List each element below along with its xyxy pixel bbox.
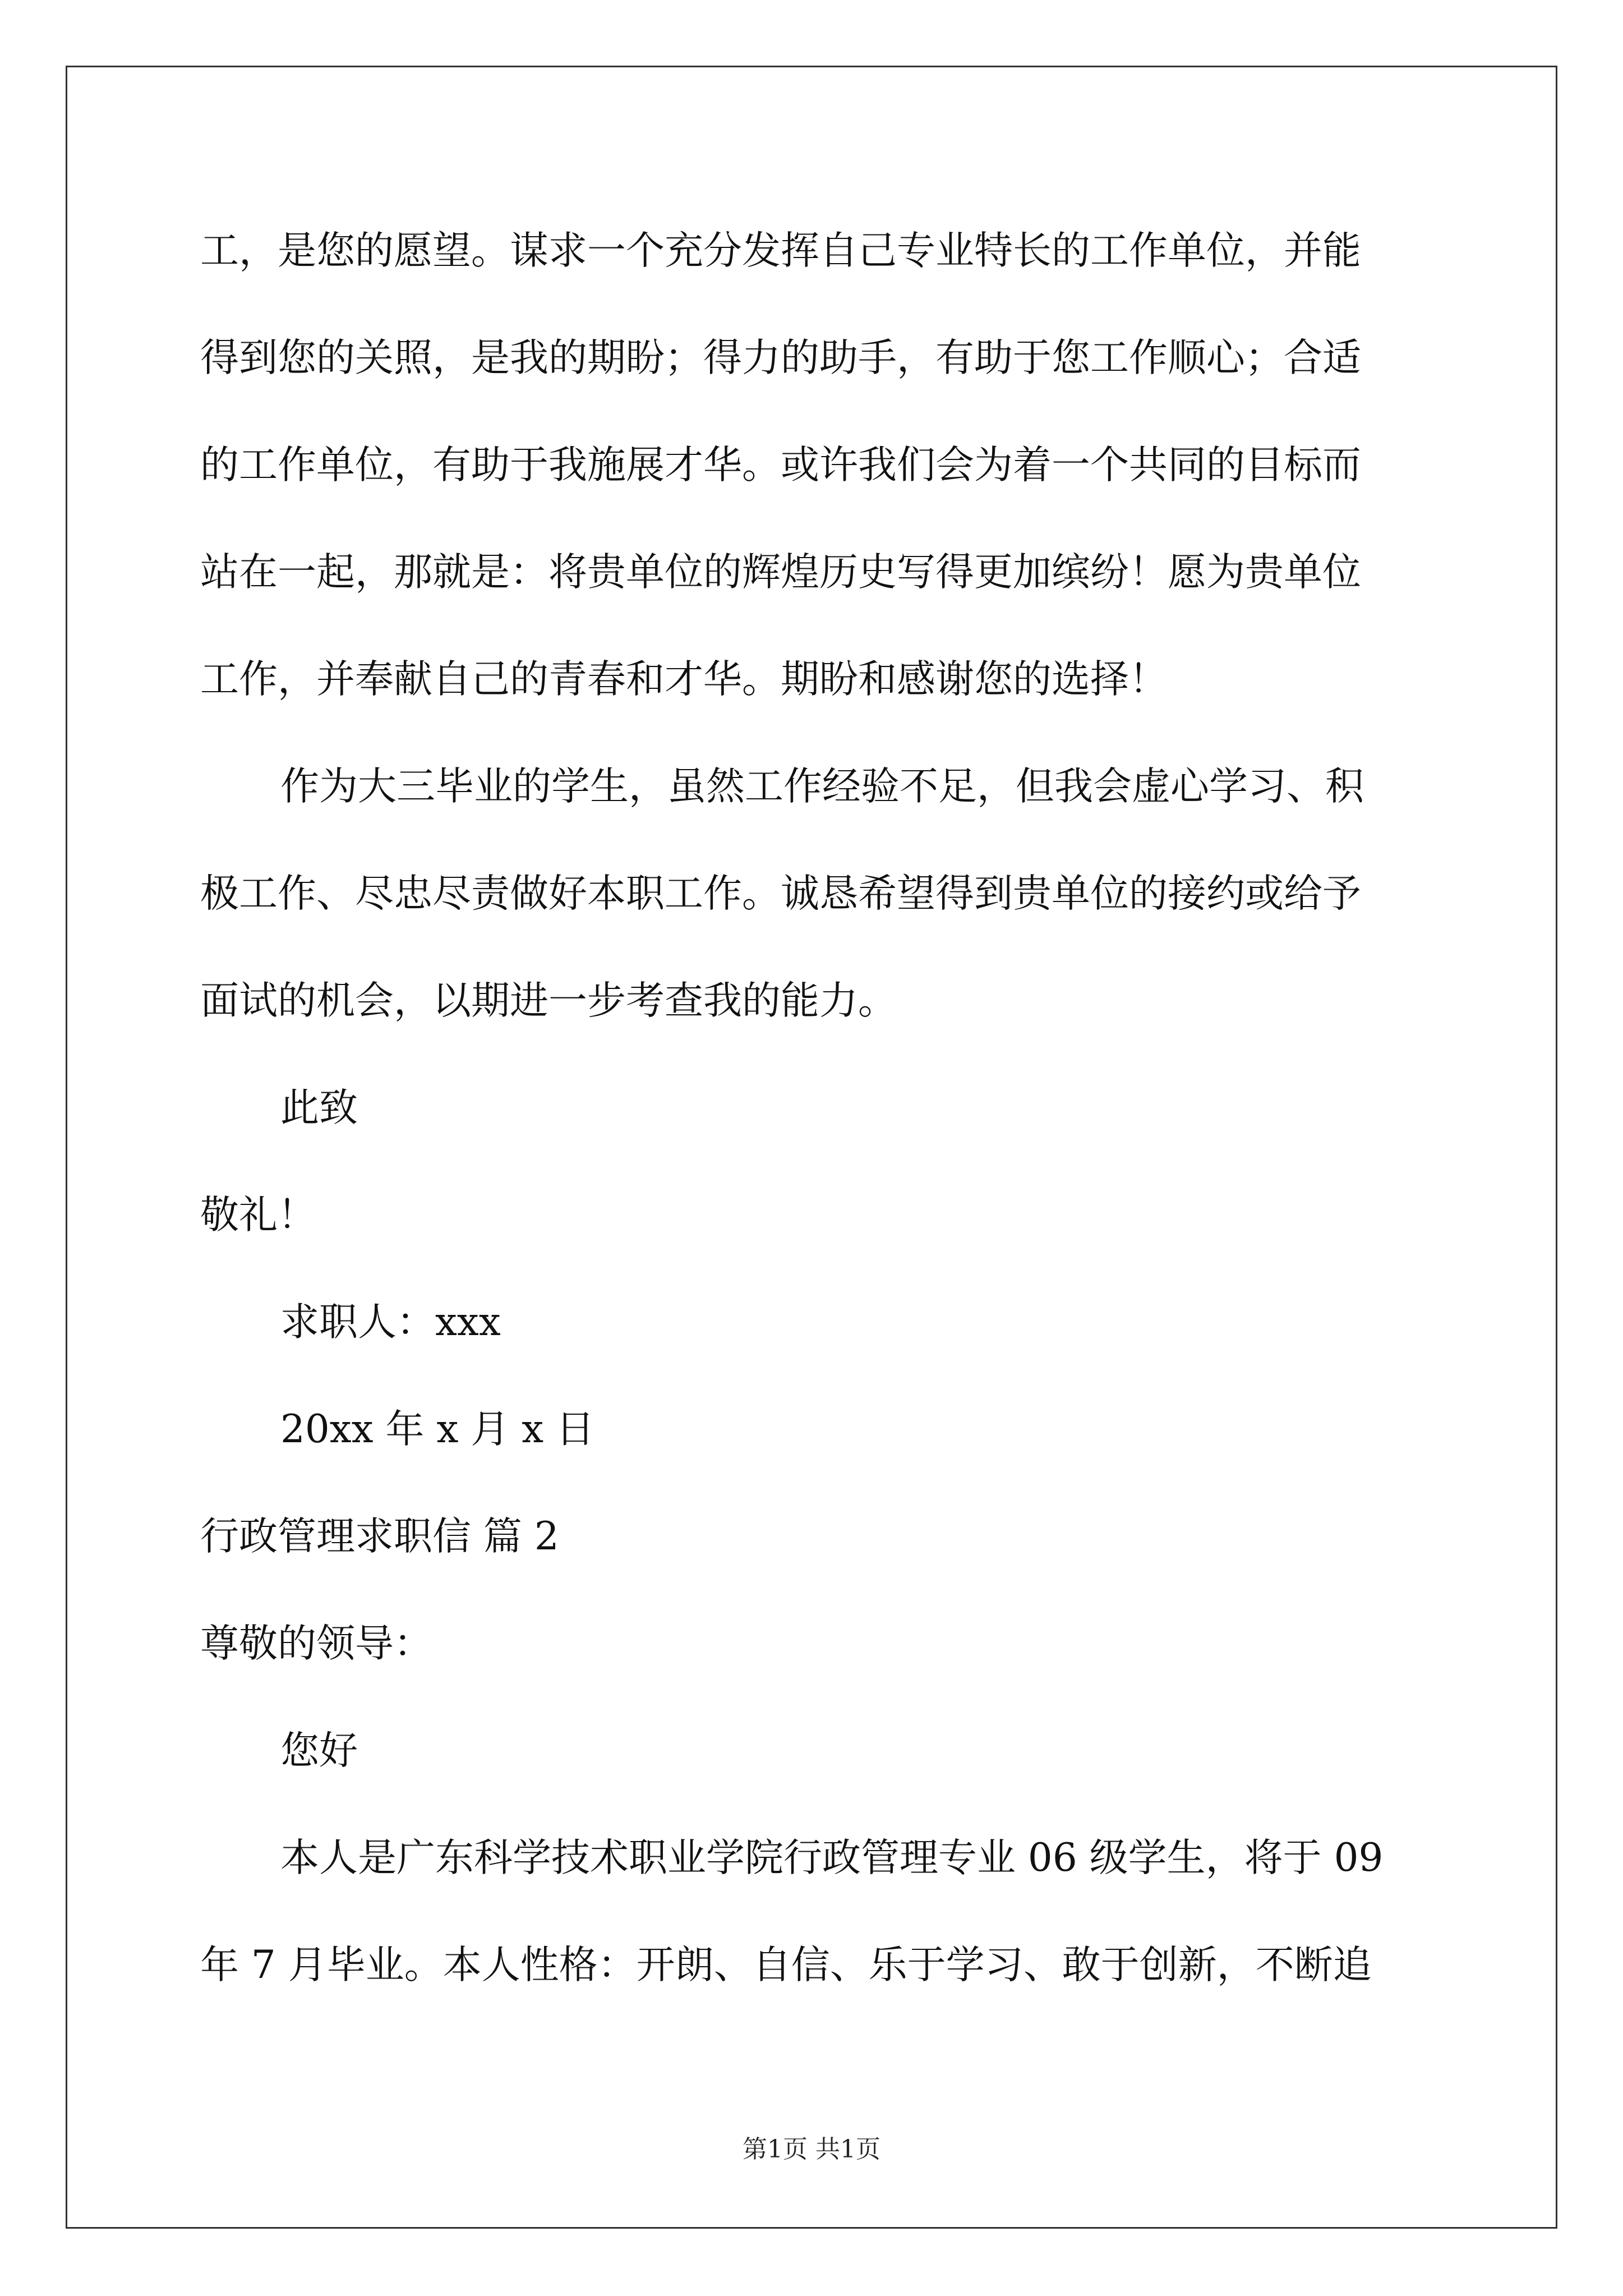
greeting-text: 尊敬的领导： xyxy=(200,1621,432,1666)
text-line: 本人是广东科学技术职业学院行政管理专业 06 级学生，将于 09 xyxy=(280,1835,1384,1880)
text-line: 站在一起，那就是：将贵单位的辉煌历史写得更加缤纷！愿为贵单位 xyxy=(200,550,1361,595)
section-title: 行政管理求职信 篇 2 xyxy=(200,1514,559,1559)
text-line: 面试的机会，以期进一步考查我的能力。 xyxy=(200,978,897,1023)
text-line: 的工作单位，有助于我施展才华。或许我们会为着一个共同的目标而 xyxy=(200,443,1361,487)
text-line: 作为大三毕业的学生，虽然工作经验不足，但我会虚心学习、积 xyxy=(280,764,1364,809)
date-text: 20xx 年 x 月 x 日 xyxy=(280,1407,595,1452)
page-border xyxy=(66,66,1557,2229)
hello-text: 您好 xyxy=(280,1728,358,1773)
text-line: 极工作、尽忠尽责做好本职工作。诚恳希望得到贵单位的接约或给予 xyxy=(200,871,1361,916)
salute-text: 敬礼！ xyxy=(200,1193,316,1237)
text-line: 工，是您的愿望。谋求一个充分发挥自己专业特长的工作单位，并能 xyxy=(200,228,1361,273)
text-line: 得到您的关照，是我的期盼；得力的助手，有助于您工作顺心；合适 xyxy=(200,335,1361,380)
text-line: 年 7 月毕业。本人性格：开朗、自信、乐于学习、敢于创新，不断追 xyxy=(200,1943,1372,1987)
signature-text: 求职人：xxx xyxy=(280,1300,501,1345)
closing-text: 此致 xyxy=(280,1085,358,1130)
text-line: 工作，并奉献自己的青春和才华。期盼和感谢您的选择！ xyxy=(200,657,1168,702)
page-footer: 第1页 共1页 xyxy=(743,2135,880,2164)
